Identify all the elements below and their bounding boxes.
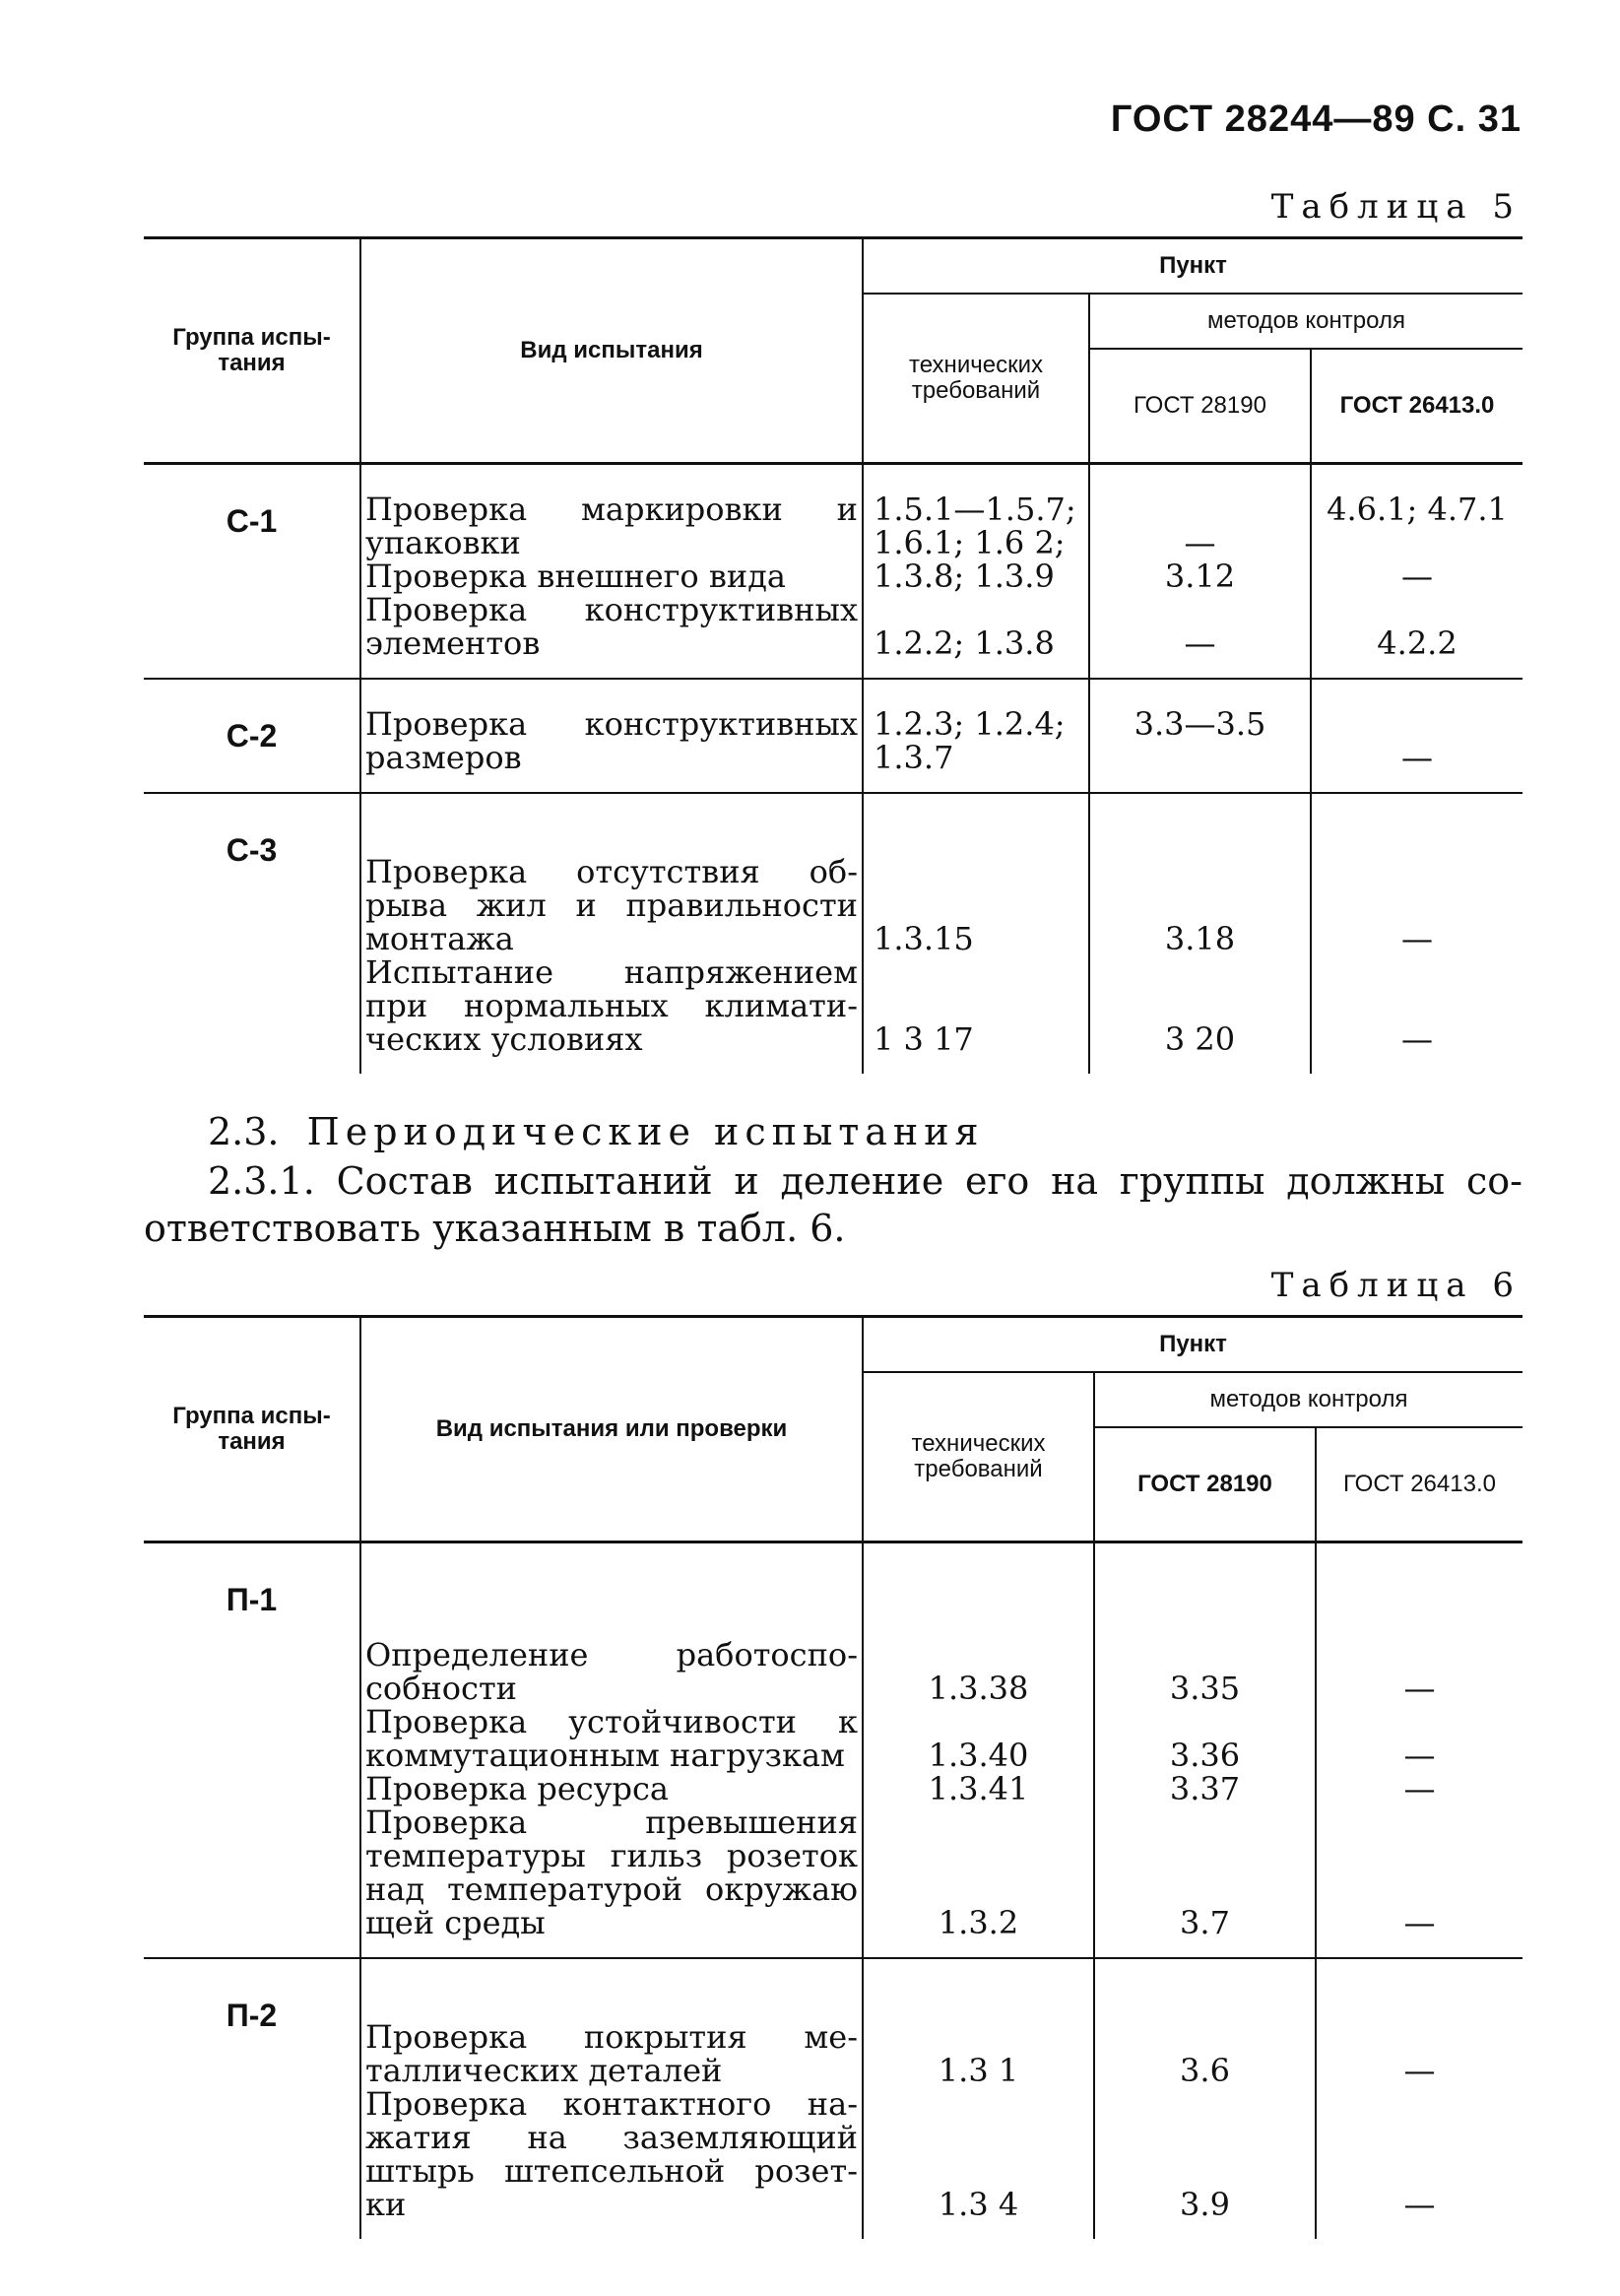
kind-line: монтажа <box>365 920 514 957</box>
tech-line <box>864 2087 1093 2121</box>
kind-line: ки <box>365 2186 407 2223</box>
g1-line: 3.9 <box>1180 2186 1230 2223</box>
g2-line <box>1317 2121 1523 2154</box>
g2-line <box>1312 707 1523 741</box>
table5 <box>144 236 1523 1074</box>
g2-line <box>1312 526 1523 559</box>
section-paragraph-line2: ответствовать указанным в табл. 6. <box>144 1207 846 1250</box>
g1-line: 3.12 <box>1164 558 1236 595</box>
g1-line: — <box>1184 624 1216 662</box>
tech-line <box>864 593 1088 626</box>
g1-line: 3.18 <box>1164 920 1236 957</box>
g2-line <box>1317 1872 1523 1906</box>
g1-line: — <box>1184 524 1216 561</box>
g1-line: 3.6 <box>1180 2052 1230 2089</box>
gost26413-cell <box>1311 793 1523 1074</box>
gost28190-cell <box>1089 793 1311 1074</box>
tech-line <box>864 1872 1093 1906</box>
gost26413-cell <box>1311 679 1523 793</box>
gost28190-cell <box>1094 1542 1316 1959</box>
g2-line <box>1312 989 1523 1022</box>
g1-line <box>1095 1987 1315 2020</box>
table6-head-tech: технических требований <box>863 1372 1094 1542</box>
kind-line: при нормальных климати- <box>365 987 858 1024</box>
g2-line: 4.6.1; 4.7.1 <box>1327 491 1508 528</box>
section-number: 2.3. <box>208 1110 280 1153</box>
group-cell: П-1 <box>144 1542 360 1959</box>
g1-line <box>1095 1805 1315 1839</box>
g2-line <box>1317 2154 1523 2188</box>
g2-line: — <box>1401 739 1433 776</box>
tech-line: 1.5.1—1.5.7; <box>874 491 1076 528</box>
kind-cell <box>360 793 863 1074</box>
table-row <box>144 1958 1523 2239</box>
tech-cell <box>863 679 1089 793</box>
table5-caption: Таблица 5 <box>1270 187 1522 227</box>
g1-line <box>1095 1571 1315 1605</box>
table5-head-gost28190: ГОСТ 28190 <box>1089 349 1311 464</box>
g2-line: — <box>1403 1670 1436 1707</box>
g1-line <box>1095 2020 1315 2054</box>
g1-line <box>1090 492 1310 526</box>
table6-head-kind: Вид испытания или проверки <box>360 1317 863 1542</box>
kind-line <box>361 1605 862 1638</box>
kind-line: Проверка маркировки и <box>365 491 858 528</box>
gost28190-cell <box>1089 464 1311 680</box>
tech-line <box>864 888 1088 922</box>
g2-line <box>1317 1638 1523 1672</box>
gost26413-cell <box>1316 1958 1523 2239</box>
kind-line: элементов <box>365 624 541 662</box>
g1-line: 3.35 <box>1169 1670 1241 1707</box>
gost28190-cell <box>1089 679 1311 793</box>
gost26413-cell <box>1311 464 1523 680</box>
table5-head-group: Группа испы-тания <box>144 238 360 464</box>
g2-line <box>1317 1705 1523 1738</box>
kind-line: коммутационным нагрузкам <box>365 1737 845 1774</box>
g2-line: — <box>1401 1020 1433 1058</box>
g2-line <box>1312 888 1523 922</box>
g2-line: — <box>1401 558 1433 595</box>
tech-cell <box>863 793 1089 1074</box>
g2-line: — <box>1403 2186 1436 2223</box>
section-heading: Периодические испытания <box>306 1110 985 1153</box>
kind-line <box>361 1571 862 1605</box>
kind-line: упаковки <box>365 524 521 561</box>
tech-line: 1.2.2; 1.3.8 <box>874 624 1055 662</box>
g2-line <box>1317 1571 1523 1605</box>
kind-line: рыва жил и правильности <box>365 886 858 924</box>
g1-line <box>1090 741 1310 774</box>
kind-line: Проверка отсутствия об- <box>365 853 858 890</box>
tech-cell <box>863 464 1089 680</box>
group-cell: П-2 <box>226 1998 278 2033</box>
tech-line <box>864 955 1088 989</box>
tech-line <box>864 1705 1093 1738</box>
gost26413-cell <box>1316 1542 1523 1959</box>
g1-line: 3.37 <box>1169 1770 1241 1807</box>
tech-line <box>864 1987 1093 2020</box>
g2-line: — <box>1403 1737 1436 1774</box>
tech-line <box>864 821 1088 855</box>
g1-line <box>1090 989 1310 1022</box>
section-paragraph-line1: 2.3.1. Состав испытаний и деление его на группы должны со- <box>208 1159 1523 1203</box>
table6-head-group: Группа испы-тания <box>144 1317 360 1542</box>
tech-line <box>864 2154 1093 2188</box>
kind-line: над температурой окружаю <box>365 1870 858 1908</box>
tech-line <box>864 1839 1093 1872</box>
table5-head-gost26413: ГОСТ 26413.0 <box>1311 349 1523 464</box>
g1-line: 3.3—3.5 <box>1134 705 1266 743</box>
g1-line <box>1095 2154 1315 2188</box>
g1-line <box>1095 1638 1315 1672</box>
section-title <box>144 1108 1523 1155</box>
group-cell: С-1 <box>144 464 360 680</box>
kind-line: щей среды <box>365 1904 546 1941</box>
kind-line: Проверка внешнего вида <box>365 558 786 595</box>
g1-line <box>1095 1839 1315 1872</box>
g1-line <box>1090 888 1310 922</box>
kind-line: Проверка ресурса <box>365 1770 669 1807</box>
group-cell: С-3 <box>226 832 278 868</box>
tech-line: 1.3.15 <box>874 920 974 957</box>
kind-line: Проверка конструктивных <box>365 591 858 628</box>
kind-line: Проверка конструктивных <box>365 705 858 743</box>
g2-line: — <box>1401 920 1433 957</box>
kind-line: Проверка превышения <box>365 1804 858 1841</box>
tech-line <box>864 2020 1093 2054</box>
tech-line <box>864 989 1088 1022</box>
tech-line: 1.3.8; 1.3.9 <box>874 558 1055 595</box>
kind-cell <box>360 464 863 680</box>
tech-line: 1.3.2 <box>938 1904 1019 1941</box>
kind-line: ческих условиях <box>365 1020 643 1058</box>
tech-line <box>864 1805 1093 1839</box>
page-header: ГОСТ 28244—89 С. 31 <box>1110 98 1522 140</box>
g1-line: 3 20 <box>1164 1020 1236 1058</box>
g1-line <box>1090 955 1310 989</box>
kind-cell <box>360 1542 863 1959</box>
kind-cell <box>360 1958 863 2239</box>
g1-line <box>1095 1605 1315 1638</box>
table-row <box>144 793 1523 1074</box>
g1-line <box>1095 2087 1315 2121</box>
tech-line: 1.3.38 <box>928 1670 1029 1707</box>
table6-head-methods: методов контроля <box>1094 1372 1523 1427</box>
g2-line <box>1317 1605 1523 1638</box>
g2-line: — <box>1403 2052 1436 2089</box>
g2-line <box>1317 2020 1523 2054</box>
table-row <box>144 679 1523 793</box>
kind-line: таллических деталей <box>365 2052 723 2089</box>
table5-head-punkt: Пункт <box>863 238 1523 295</box>
tech-line: 1.3 1 <box>938 2052 1019 2089</box>
kind-line <box>361 821 862 855</box>
tech-line: 1.3.7 <box>874 739 954 776</box>
tech-line: 1.6.1; 1.6 2; <box>874 524 1066 561</box>
tech-cell <box>863 1958 1094 2239</box>
g1-line <box>1090 855 1310 888</box>
table5-body <box>144 464 1523 1075</box>
g2-line: — <box>1403 1904 1436 1941</box>
kind-line <box>361 1987 862 2020</box>
tech-line: 1 3 17 <box>874 1020 974 1058</box>
g1-line <box>1095 2121 1315 2154</box>
tech-line: 1.3 4 <box>938 2186 1019 2223</box>
tech-line <box>864 1638 1093 1672</box>
g2-line <box>1312 593 1523 626</box>
table6-caption: Таблица 6 <box>1270 1266 1522 1305</box>
table5-head-tech: технических требований <box>863 294 1089 464</box>
gost28190-cell <box>1094 1958 1316 2239</box>
kind-line: Испытание напряжением <box>365 953 858 991</box>
g2-line <box>1317 2087 1523 2121</box>
kind-line: штырь штепсельной розет- <box>365 2152 858 2190</box>
g1-line <box>1090 821 1310 855</box>
kind-line: температуры гильз розеток <box>365 1837 858 1874</box>
g2-line <box>1317 1805 1523 1839</box>
tech-cell <box>863 1542 1094 1959</box>
kind-line: Проверка контактного на- <box>365 2085 858 2123</box>
g2-line <box>1312 821 1523 855</box>
table6-head-gost28190: ГОСТ 28190 <box>1094 1427 1316 1542</box>
g1-line <box>1095 1872 1315 1906</box>
kind-line: жатия на заземляющий <box>365 2119 858 2156</box>
g1-line <box>1090 593 1310 626</box>
table6-head-gost26413: ГОСТ 26413.0 <box>1316 1427 1523 1542</box>
kind-line: Проверка покрытия ме- <box>365 2018 858 2056</box>
tech-line <box>864 1605 1093 1638</box>
tech-line <box>864 855 1088 888</box>
table-row <box>144 1542 1523 1959</box>
table6 <box>144 1315 1523 2239</box>
kind-line: собности <box>365 1670 517 1707</box>
g1-line <box>1095 1705 1315 1738</box>
g2-line <box>1312 855 1523 888</box>
g1-line: 3.7 <box>1180 1904 1230 1941</box>
table5-head-kind: Вид испытания <box>360 238 863 464</box>
tech-line: 1.3.40 <box>928 1737 1029 1774</box>
tech-line <box>864 1571 1093 1605</box>
g2-line <box>1317 1987 1523 2020</box>
kind-line: Определение работоспо- <box>365 1636 858 1673</box>
g2-line: 4.2.2 <box>1377 624 1458 662</box>
table6-head-punkt: Пункт <box>863 1317 1523 1373</box>
g1-line: 3.36 <box>1169 1737 1241 1774</box>
tech-line: 1.2.3; 1.2.4; <box>874 705 1066 743</box>
table-row <box>144 464 1523 680</box>
kind-line: Проверка устойчивости к <box>365 1703 858 1740</box>
table5-head-methods: методов контроля <box>1089 294 1523 349</box>
g2-line: — <box>1403 1770 1436 1807</box>
g2-line <box>1312 955 1523 989</box>
tech-line: 1.3.41 <box>928 1770 1029 1807</box>
kind-cell <box>360 679 863 793</box>
g2-line <box>1317 1839 1523 1872</box>
table6-body <box>144 1542 1523 2240</box>
kind-line: размеров <box>365 739 522 776</box>
group-cell: С-2 <box>144 679 360 793</box>
tech-line <box>864 2121 1093 2154</box>
